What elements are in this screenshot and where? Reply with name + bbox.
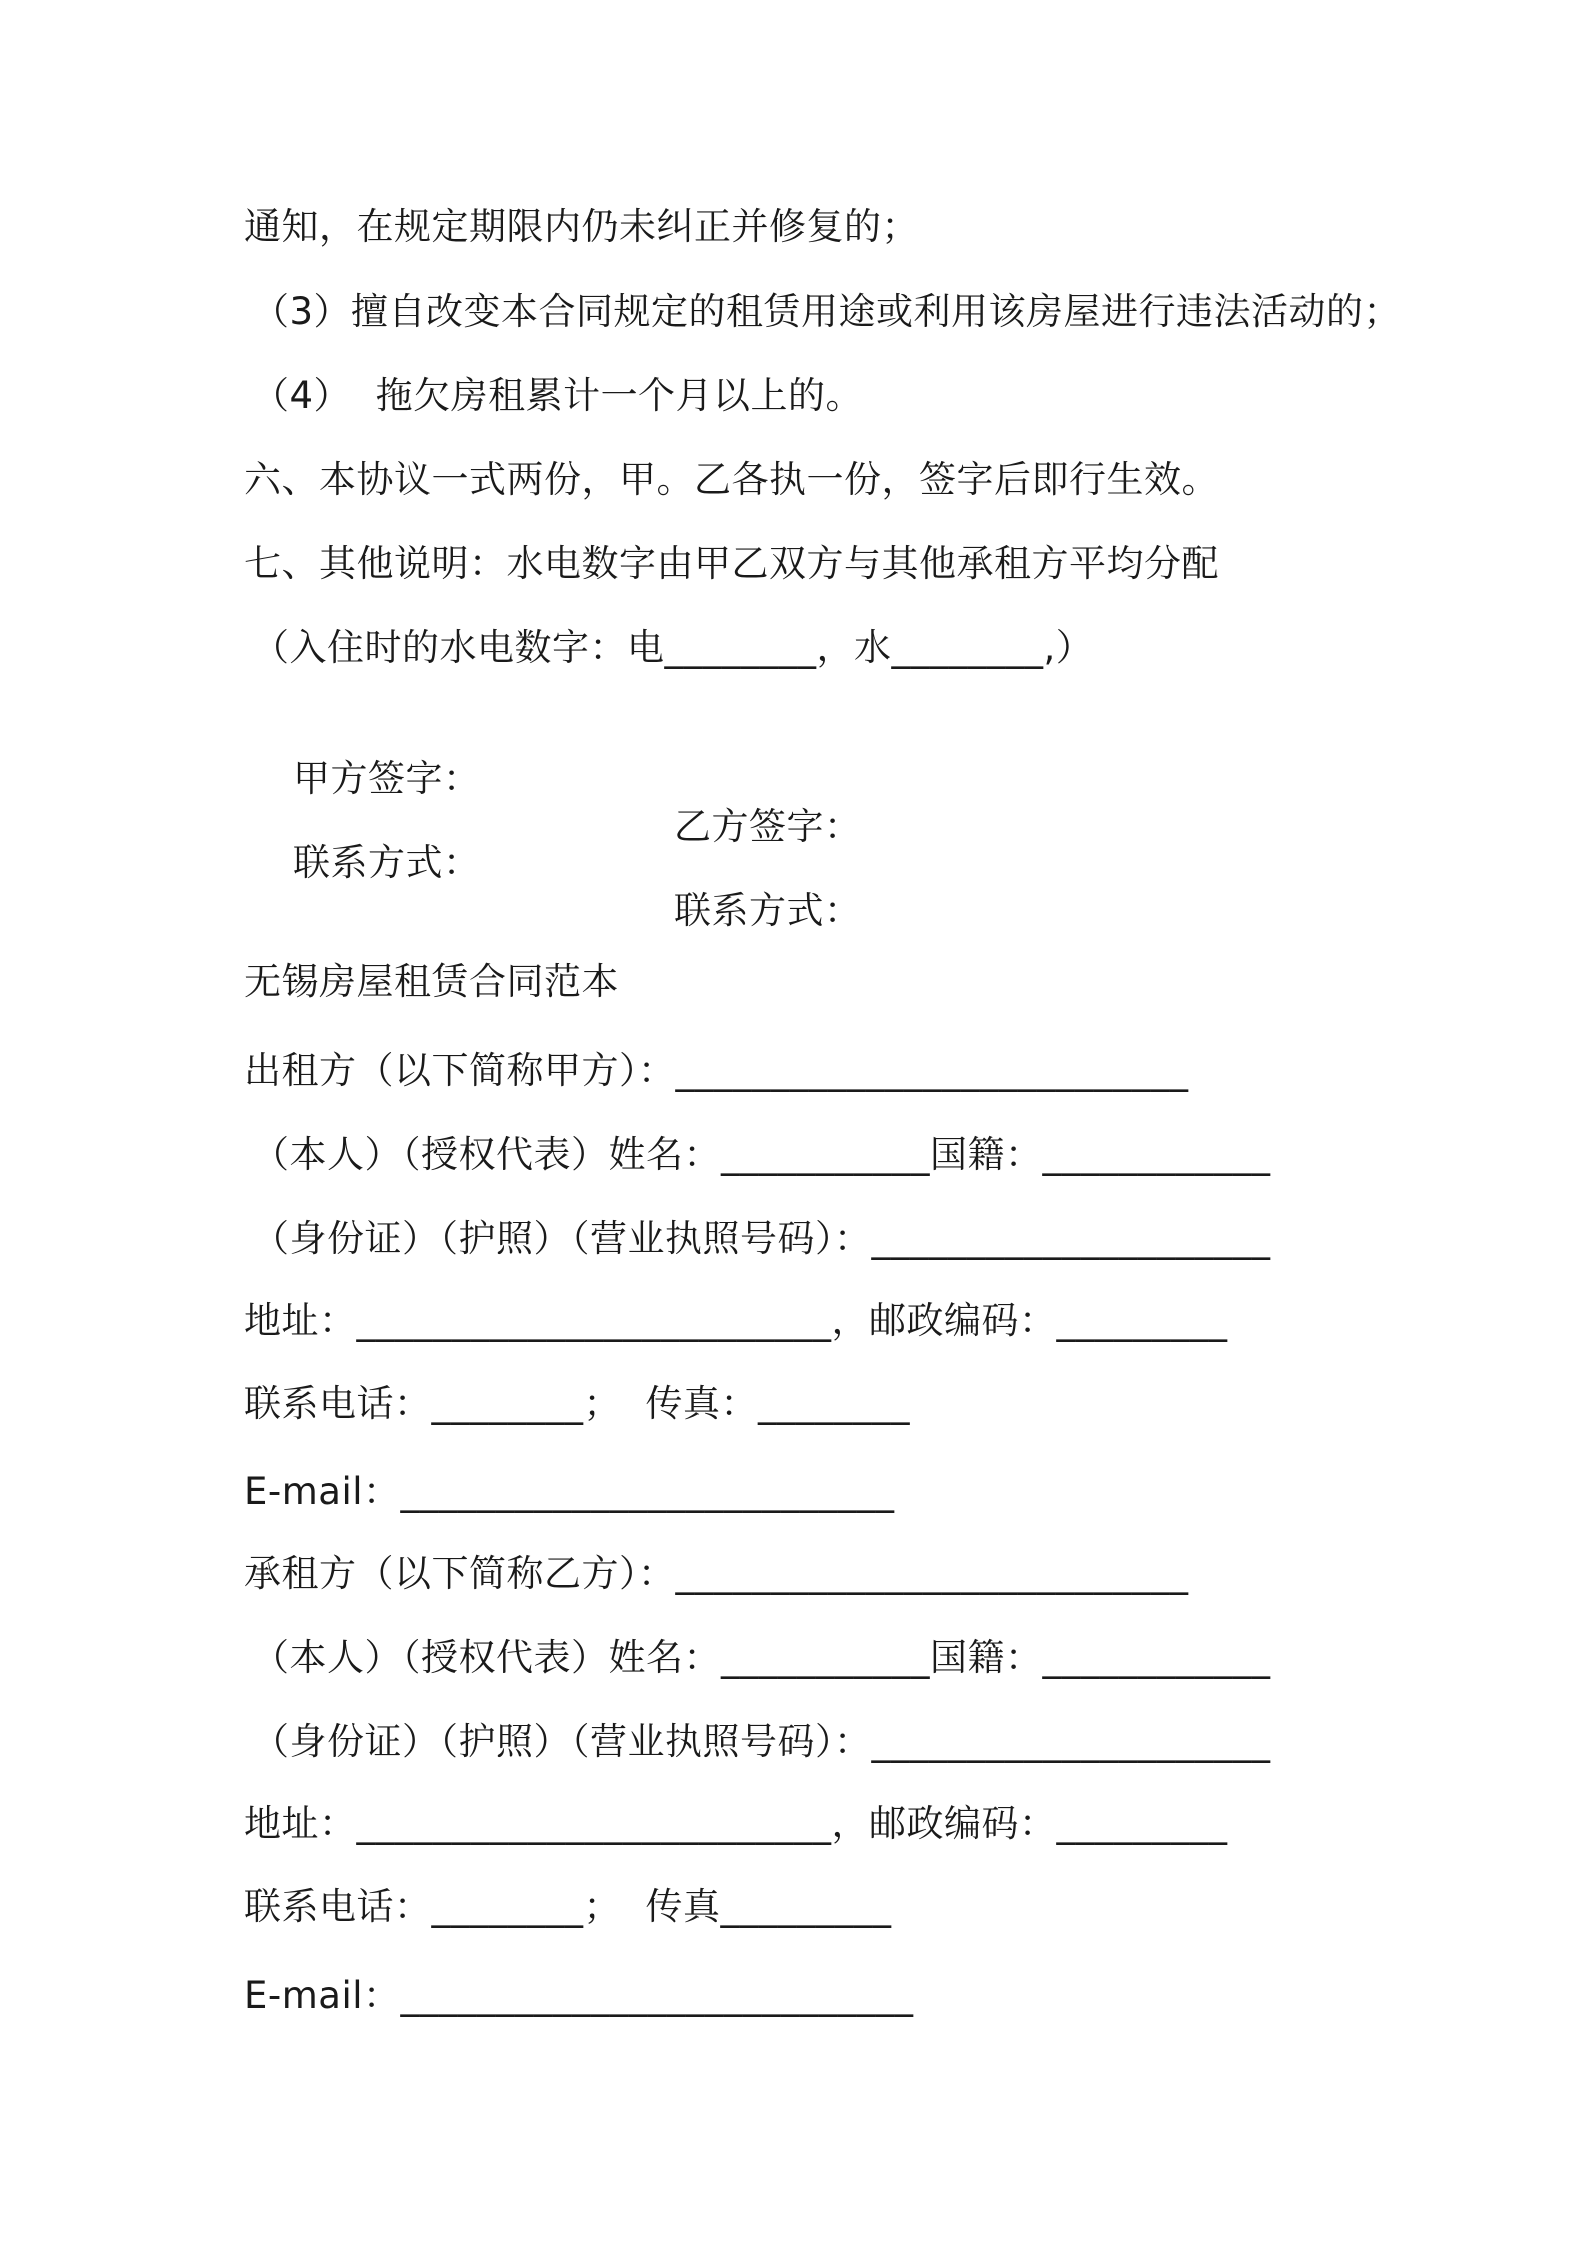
party-a-contact-label: 联系方式：	[293, 841, 481, 884]
lessor-email-line: E-mail：__________________________	[244, 1470, 895, 1513]
lessor-address-line: 地址：_________________________，邮政编码：_________	[244, 1299, 1228, 1342]
contract-title: 无锡房屋租赁合同范本	[244, 960, 619, 1003]
party-b-signature-label: 乙方签字：	[674, 805, 862, 848]
lessee-name-line: （本人）（授权代表）姓名：___________国籍：____________	[252, 1636, 1271, 1679]
clause-item-3: （3）擅自改变本合同规定的租赁用途或利用该房屋进行违法活动的；	[252, 290, 1402, 333]
clause-six: 六、本协议一式两份，甲。乙各执一份，签字后即行生效。	[244, 458, 1219, 501]
clause-item-4: （4） 拖欠房租累计一个月以上的。	[252, 374, 864, 417]
lessee-id-line: （身份证）（护照）（营业执照号码）：_____________________	[252, 1720, 1271, 1763]
party-b-contact-label: 联系方式：	[674, 889, 862, 932]
utility-readings-line: （入住时的水电数字：电________，水________,）	[252, 626, 1094, 669]
lessor-phone-line: 联系电话：________； 传真：________	[244, 1382, 911, 1425]
lessor-party-line: 出租方（以下简称甲方）：___________________________	[244, 1049, 1189, 1092]
lessor-id-line: （身份证）（护照）（营业执照号码）：_____________________	[252, 1217, 1271, 1260]
clause-seven: 七、其他说明：水电数字由甲乙双方与其他承租方平均分配	[244, 542, 1219, 585]
clause-notice-line: 通知，在规定期限内仍未纠正并修复的；	[244, 205, 919, 248]
party-a-signature-label: 甲方签字：	[293, 757, 481, 800]
lessee-address-line: 地址：_________________________，邮政编码：_________	[244, 1802, 1228, 1845]
lessee-email-line: E-mail：___________________________	[244, 1974, 914, 2017]
lessor-name-line: （本人）（授权代表）姓名：___________国籍：____________	[252, 1133, 1271, 1176]
lessee-party-line: 承租方（以下简称乙方）：___________________________	[244, 1552, 1189, 1595]
lessee-phone-line: 联系电话：________； 传真_________	[244, 1885, 892, 1928]
